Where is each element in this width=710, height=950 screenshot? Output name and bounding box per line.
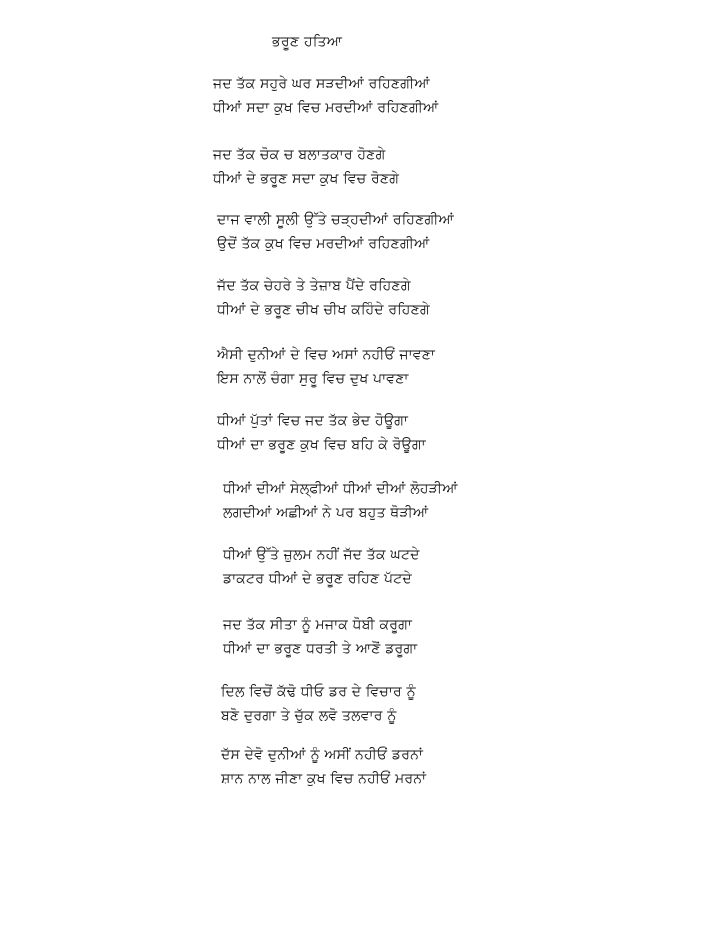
stanza-9 [223, 613, 417, 661]
stanza-1 [213, 72, 438, 120]
poem-line: ਜੱਦ ਤੱਕ ਚੇਹਰੇ ਤੇ ਤੇਜ਼ਾਬ ਪੈਂਦੇ ਰਹਿਣਗੇ [217, 278, 411, 294]
poem-line: ਧੀਆਂ ਦਾ ਭਰੂਣ ਕੁਖ ਵਿਚ ਬਹਿ ਕੇ ਰੋਊਗਾ [217, 437, 426, 453]
stanza-11 [221, 743, 426, 791]
poem-line: ਡਾਕਟਰ ਧੀਆਂ ਦੇ ਭਰੂਣ ਰਹਿਣ ਪੱਟਦੇ [223, 571, 412, 587]
poem-title: ਭਰੂਣ ਹਤਿਆ [272, 34, 343, 50]
poem-line: ਧੀਆਂ ਪੁੱਤਾਂ ਵਿਚ ਜਦ ਤੱਕ ਭੇਦ ਹੋਊਗਾ [217, 413, 409, 429]
poem-line: ਧੀਆਂ ਦੇ ਭਰੂਣ ਚੀਖ ਚੀਖ ਕਹਿੰਦੇ ਰਹਿਣਗੇ [217, 302, 430, 318]
stanza-2 [213, 143, 399, 191]
stanza-4 [217, 274, 430, 322]
poem-line: ਧੀਆਂ ਦੀਆਂ ਸੇਲ੍ਫੀਆਂ ਧੀਆਂ ਦੀਆਂ ਲੋਹੜੀਆਂ [223, 481, 458, 497]
stanza-6 [217, 409, 426, 457]
poem-line: ਦੱਸ ਦੇਵੋ ਦੁਨੀਆਂ ਨੂੰ ਅਸੀਂ ਨਹੀਓਂ ਡਰਨਾਂ [221, 747, 423, 763]
stanza-8 [223, 543, 420, 591]
poem-line: ਧੀਆਂ ਦੇ ਭਰੂਣ ਸਦਾ ਕੁਖ ਵਿਚ ਰੋਣਗੇ [213, 171, 400, 187]
poem-line: ਬਣੋ ਦੁਰਗਾ ਤੇ ਚੁੱਕ ਲਵੋ ਤਲਵਾਰ ਨੂੰ [221, 708, 397, 724]
poem-line: ਲਗਦੀਆਂ ਅਛੀਆਂ ਨੇ ਪਰ ਬਹੁਤ ਥੋੜੀਆਂ [223, 505, 429, 521]
poem-line: ਧੀਆਂ ਸਦਾ ਕੁਖ ਵਿਚ ਮਰਦੀਆਂ ਰਹਿਣਗੀਆਂ [213, 100, 439, 116]
poem-line: ਧੀਆਂ ਉੱਤੇ ਜ਼ੁਲਮ ਨਹੀਂ ਜੱਦ ਤੱਕ ਘਟਦੇ [223, 547, 420, 563]
stanza-5 [217, 343, 435, 391]
poem-line: ਉਦੋਂ ਤੱਕ ਕੁਖ ਵਿਚ ਮਰਦੀਆਂ ਰਹਿਣਗੀਆਂ [217, 236, 430, 252]
stanza-7 [223, 477, 458, 525]
poem-line: ਜਦ ਤੱਕ ਸਹੁਰੇ ਘਰ ਸੜਦੀਆਂ ਰਹਿਣਗੀਆਂ [213, 76, 430, 92]
stanza-3 [217, 208, 454, 256]
poem-line: ਧੀਆਂ ਦਾ ਭਰੂਣ ਧਰਤੀ ਤੇ ਆਣੋਂ ਡਰੂਗਾ [223, 641, 418, 657]
poem-line: ਜਦ ਤੱਕ ਸੀਤਾ ਨੂੰ ਮਜਾਕ ਧੋਬੀ ਕਰੂਗਾ [223, 617, 413, 633]
poem-line: ਦਿਲ ਵਿਚੋਂ ਕੱਢੋ ਧੀਓ ਡਰ ਦੇ ਵਿਚਾਰ ਨੂੰ [221, 684, 416, 700]
poem-line: ਜਦ ਤੱਕ ਚੋਕ ਚ ਬਲਾਤਕਾਰ ਹੋਣਗੇ [213, 147, 386, 163]
stanza-10 [221, 680, 416, 728]
poem-line: ਦਾਜ ਵਾਲੀ ਸੂਲੀ ਉੱਤੇ ਚੜ੍ਹਦੀਆਂ ਰਹਿਣਗੀਆਂ [217, 212, 455, 228]
poem-line: ਇਸ ਨਾਲੋਂ ਚੰਗਾ ਸੁਰੂ ਵਿਚ ਦੁਖ ਪਾਵਣਾ [217, 371, 409, 387]
poem-line: ਸ਼ਾਨ ਨਾਲ ਜੀਣਾ ਕੁਖ ਵਿਚ ਨਹੀਓਂ ਮਰਨਾਂ [221, 771, 427, 787]
poem-line: ਐਸੀ ਦੁਨੀਆਂ ਦੇ ਵਿਚ ਅਸਾਂ ਨਹੀਓਂ ਜਾਵਣਾ [217, 347, 436, 363]
